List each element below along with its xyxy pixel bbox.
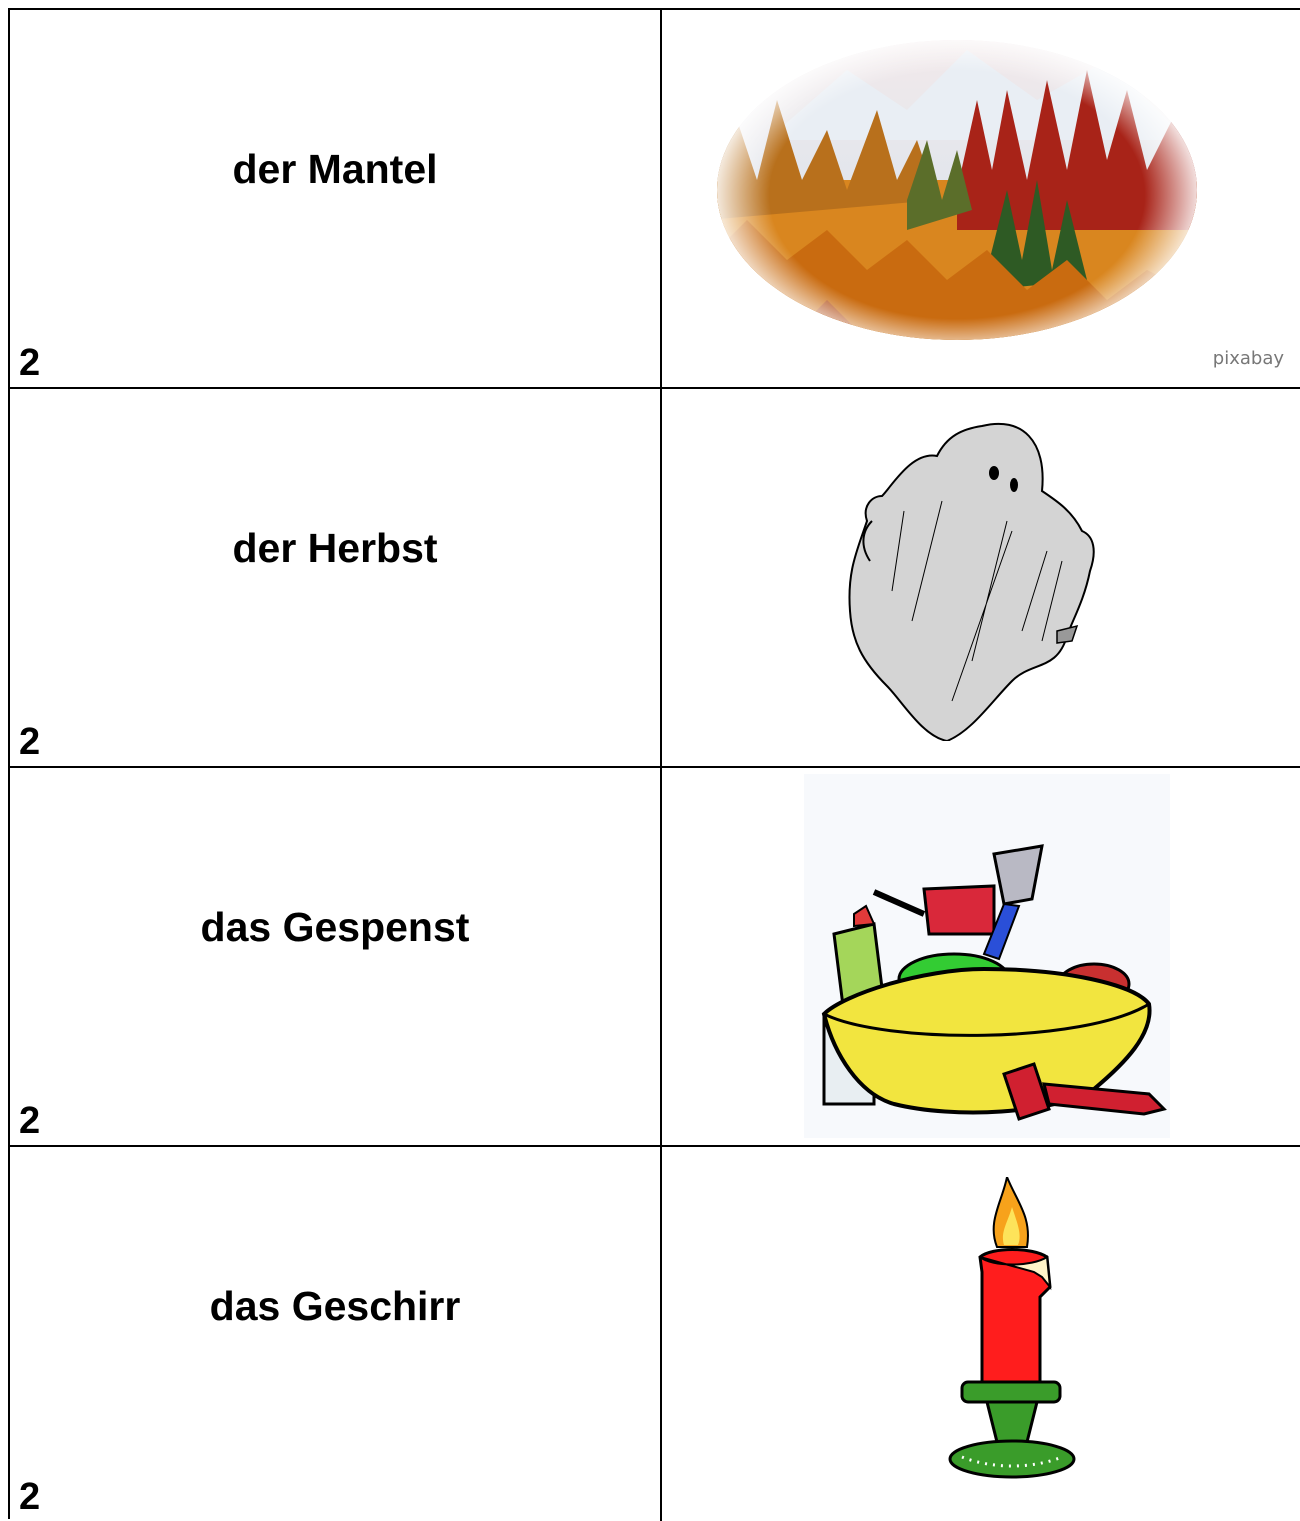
card-word: der Mantel: [232, 146, 438, 192]
word-cell: [10, 1147, 662, 1521]
card-row: [10, 10, 1300, 389]
image-cell: [662, 10, 1300, 387]
card-word: der Herbst: [232, 525, 438, 571]
candle-icon: [932, 1177, 1092, 1487]
card-number: 2: [19, 721, 41, 763]
dishes-icon: [804, 774, 1170, 1138]
card-row: [10, 1147, 1300, 1521]
card-row: [10, 768, 1300, 1147]
flashcard-table: [8, 8, 1300, 1519]
card-row: [10, 389, 1300, 768]
word-cell: [10, 389, 662, 766]
card-number: 2: [19, 1476, 41, 1518]
ghost-icon: [832, 411, 1132, 741]
image-credit: pixabay: [1212, 348, 1284, 369]
word-cell: [10, 10, 662, 387]
card-word: das Gespenst: [200, 904, 470, 950]
card-word: das Geschirr: [209, 1283, 461, 1329]
image-cell: [662, 389, 1300, 766]
image-cell: [662, 1147, 1300, 1521]
card-number: 2: [19, 1100, 41, 1142]
word-cell: [10, 768, 662, 1145]
autumn-forest-icon: [707, 30, 1207, 360]
image-cell: [662, 768, 1300, 1145]
card-number: 2: [19, 342, 41, 384]
